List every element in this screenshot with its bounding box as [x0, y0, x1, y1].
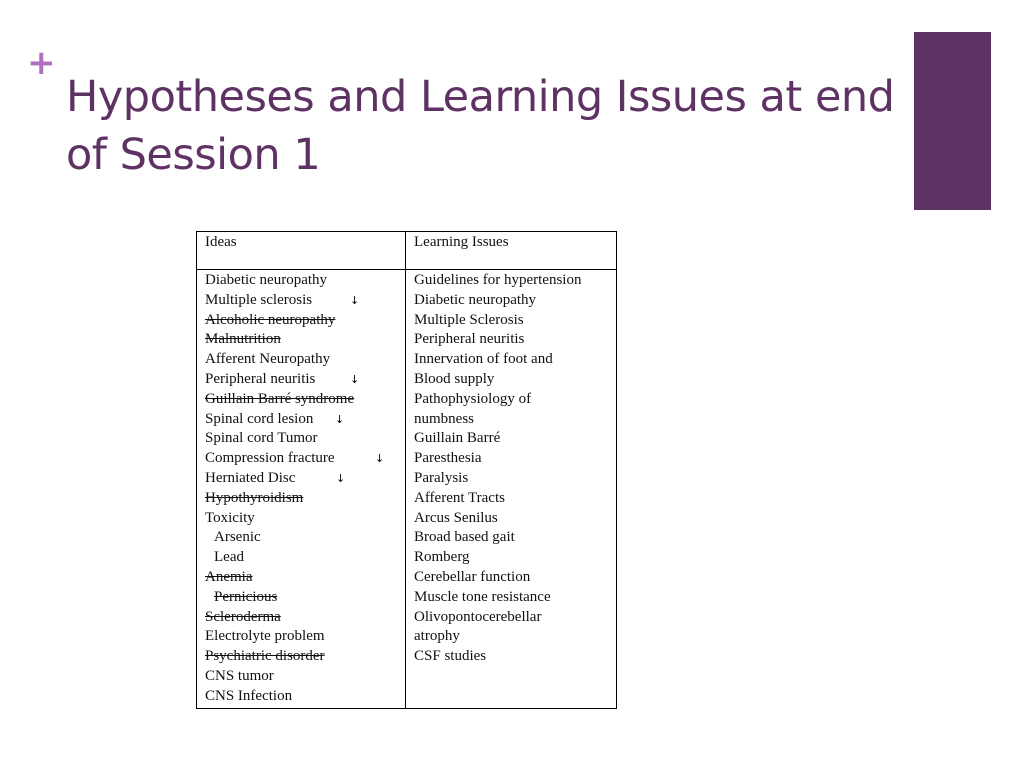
idea-item [205, 548, 405, 568]
idea-text: Anemia [205, 568, 253, 585]
idea-text: CNS tumor [205, 667, 274, 684]
learning-issue-item: Peripheral neuritis [414, 331, 525, 348]
idea-item [205, 390, 405, 410]
down-arrow-icon: ↓ [350, 372, 360, 386]
learning-issue-item: Pathophysiology of [414, 390, 532, 407]
hypotheses-table [196, 231, 617, 709]
idea-text: Electrolyte problem [205, 628, 325, 645]
learning-issue-item: Paresthesia [414, 450, 482, 467]
down-arrow-icon: ↓ [350, 293, 360, 307]
idea-text: Spinal cord lesion [205, 410, 314, 427]
idea-text: Malnutrition [205, 331, 281, 348]
idea-item [205, 509, 405, 529]
idea-text: Psychiatric disorder [205, 648, 325, 665]
idea-text: Compression fracture [205, 450, 335, 467]
down-arrow-icon: ↓ [336, 471, 346, 485]
ideas-column [197, 232, 406, 708]
learning-issue-item: Diabetic neuropathy [414, 291, 537, 308]
ideas-list [197, 270, 405, 708]
idea-item [205, 627, 405, 647]
idea-text: Guillain Barré syndrome [205, 390, 355, 407]
idea-item [205, 330, 405, 350]
accent-block [914, 32, 991, 210]
learning-issue-item: Afferent Tracts [414, 489, 505, 506]
learning-issue-item: Guillain Barré [414, 430, 501, 447]
idea-text: Lead [214, 549, 244, 566]
learning-issues-header: Learning Issues [406, 232, 616, 270]
plus-icon: + [27, 43, 56, 83]
learning-issue-item: Arcus Senilus [414, 509, 498, 526]
learning-issues-list [406, 270, 616, 668]
idea-item [205, 647, 405, 667]
idea-item [205, 271, 405, 291]
idea-text: Alcoholic neuropathy [205, 311, 336, 328]
idea-text: Arsenic [214, 529, 261, 546]
idea-item [205, 528, 405, 548]
idea-item [205, 429, 405, 449]
idea-item [205, 489, 405, 509]
idea-text: CNS Infection [205, 687, 293, 704]
learning-issue-item: Paralysis [414, 469, 469, 486]
idea-text: Herniated Disc [205, 469, 296, 486]
idea-text: Multiple sclerosis [205, 291, 313, 308]
idea-text: Scleroderma [205, 608, 281, 625]
idea-item [205, 410, 405, 430]
learning-issue-item: Broad based gait [414, 529, 515, 546]
idea-item [205, 469, 405, 489]
idea-item [205, 350, 405, 370]
ideas-header: Ideas [197, 232, 405, 270]
idea-text: Afferent Neuropathy [205, 351, 331, 368]
learning-issues-column [406, 232, 616, 708]
learning-issue-item: Cerebellar function [414, 568, 531, 585]
idea-text: Peripheral neuritis [205, 370, 316, 387]
idea-text: Hypothyroidism [205, 489, 304, 506]
idea-item [205, 291, 405, 311]
idea-item [205, 588, 405, 608]
idea-text: Toxicity [205, 509, 255, 526]
learning-issue-item: numbness [414, 410, 474, 427]
idea-item [205, 449, 405, 469]
learning-issue-item: Olivopontocerebellar [414, 608, 542, 625]
learning-issue-item: CSF studies [414, 648, 487, 665]
idea-text: Spinal cord Tumor [205, 430, 318, 447]
down-arrow-icon: ↓ [335, 412, 345, 426]
idea-text: Diabetic neuropathy [205, 272, 328, 288]
down-arrow-icon: ↓ [375, 452, 385, 466]
learning-issue-item: Muscle tone resistance [414, 588, 551, 605]
learning-issue-item: Multiple Sclerosis [414, 311, 524, 328]
idea-item [205, 608, 405, 628]
slide-title: Hypotheses and Learning Issues at end of Session 1 [66, 72, 895, 180]
idea-item [205, 667, 405, 687]
learning-issue-item: Blood supply [414, 370, 495, 387]
idea-item [205, 370, 405, 390]
idea-item [205, 687, 405, 707]
learning-issue-item: Innervation of foot and [414, 351, 553, 368]
idea-item [205, 568, 405, 588]
idea-item [205, 311, 405, 331]
learning-issue-item: Romberg [414, 549, 470, 566]
idea-text: Pernicious [214, 588, 278, 605]
learning-issue-item: atrophy [414, 628, 460, 645]
learning-issue-item: Guidelines for hypertension [414, 272, 582, 288]
